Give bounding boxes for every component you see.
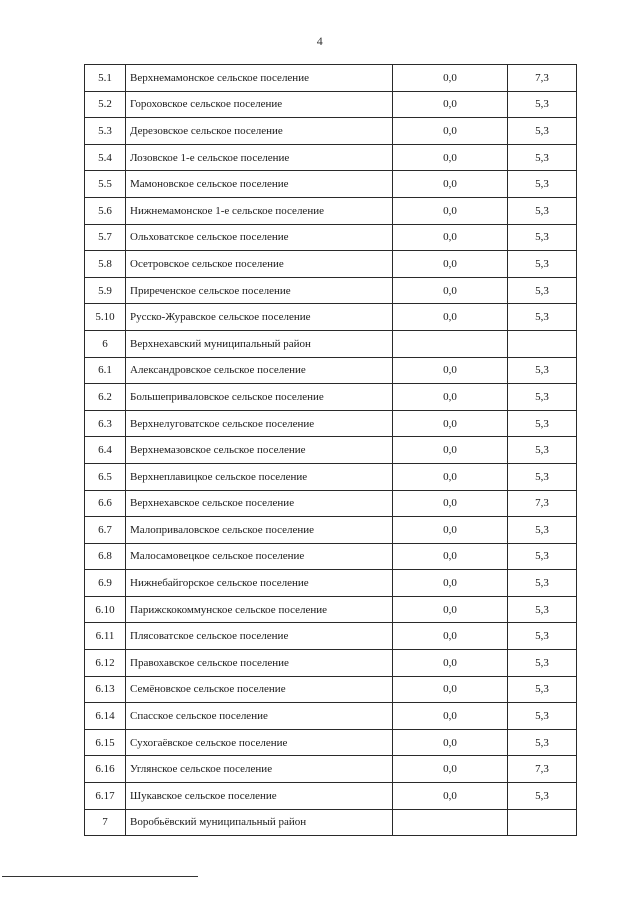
table-row: [85, 171, 577, 198]
value-2-cell: 5,3: [508, 703, 577, 730]
row-number-cell: 6.4: [85, 437, 126, 464]
table-row: [85, 224, 577, 251]
row-number-cell: 7: [85, 809, 126, 836]
value-1-cell: 0,0: [393, 783, 508, 810]
value-2-cell: 5,3: [508, 623, 577, 650]
row-number-cell: 5.3: [85, 118, 126, 145]
row-number-cell: 6.7: [85, 517, 126, 544]
value-1-cell: 0,0: [393, 650, 508, 677]
settlement-name-cell: Углянское сельское поселение: [126, 756, 393, 783]
row-number-cell: 6.2: [85, 384, 126, 411]
settlement-name-cell: Ольховатское сельское поселение: [126, 224, 393, 251]
settlement-name-cell: Шукавское сельское поселение: [126, 783, 393, 810]
row-number-cell: 6.16: [85, 756, 126, 783]
table-row: [85, 517, 577, 544]
value-1-cell: 0,0: [393, 490, 508, 517]
value-2-cell: 5,3: [508, 543, 577, 570]
value-1-cell: 0,0: [393, 144, 508, 171]
value-2-cell: 5,3: [508, 437, 577, 464]
table-row-district: [85, 330, 577, 357]
value-2-cell: 5,3: [508, 304, 577, 331]
value-2-cell: 5,3: [508, 410, 577, 437]
value-2-cell: 5,3: [508, 517, 577, 544]
settlement-name-cell: Семёновское сельское поселение: [126, 676, 393, 703]
settlement-name-cell: Нижнебайгорское сельское поселение: [126, 570, 393, 597]
settlement-name-cell: Верхнехавское сельское поселение: [126, 490, 393, 517]
value-1-cell: 0,0: [393, 729, 508, 756]
table-row: [85, 650, 577, 677]
value-2-cell: 7,3: [508, 490, 577, 517]
table-row: [85, 490, 577, 517]
settlement-name-cell: Спасское сельское поселение: [126, 703, 393, 730]
value-1-cell: 0,0: [393, 251, 508, 278]
settlement-name-cell: Верхнехавский муниципальный район: [126, 330, 393, 357]
value-2-cell: 5,3: [508, 171, 577, 198]
table-row-district: [85, 809, 577, 836]
value-1-cell: 0,0: [393, 384, 508, 411]
value-1-cell: 0,0: [393, 463, 508, 490]
row-number-cell: 6.6: [85, 490, 126, 517]
table-row: [85, 65, 577, 92]
settlements-table: [84, 64, 577, 836]
value-1-cell: 0,0: [393, 277, 508, 304]
value-1-cell: 0,0: [393, 304, 508, 331]
table-row: [85, 729, 577, 756]
settlement-name-cell: Правохавское сельское поселение: [126, 650, 393, 677]
value-1-cell: 0,0: [393, 118, 508, 145]
value-2-cell: 5,3: [508, 277, 577, 304]
table-row: [85, 197, 577, 224]
value-1-cell: 0,0: [393, 703, 508, 730]
row-number-cell: 5.1: [85, 65, 126, 92]
value-2-cell: 5,3: [508, 676, 577, 703]
settlement-name-cell: Мамоновское сельское поселение: [126, 171, 393, 198]
value-1-cell: 0,0: [393, 596, 508, 623]
table-row: [85, 91, 577, 118]
value-2-cell: 7,3: [508, 65, 577, 92]
settlement-name-cell: Верхнемазовское сельское поселение: [126, 437, 393, 464]
settlement-name-cell: Воробьёвский муниципальный район: [126, 809, 393, 836]
row-number-cell: 5.5: [85, 171, 126, 198]
settlement-name-cell: Верхнелуговатское сельское поселение: [126, 410, 393, 437]
table-row: [85, 596, 577, 623]
value-2-cell: [508, 330, 577, 357]
settlement-name-cell: Осетровское сельское поселение: [126, 251, 393, 278]
value-2-cell: 5,3: [508, 144, 577, 171]
table-row: [85, 304, 577, 331]
value-2-cell: 5,3: [508, 596, 577, 623]
value-1-cell: 0,0: [393, 570, 508, 597]
settlement-name-cell: Плясоватское сельское поселение: [126, 623, 393, 650]
settlement-name-cell: Александровское сельское поселение: [126, 357, 393, 384]
table-row: [85, 118, 577, 145]
value-1-cell: 0,0: [393, 517, 508, 544]
table-row: [85, 251, 577, 278]
value-2-cell: 5,3: [508, 224, 577, 251]
settlement-name-cell: Приреченское сельское поселение: [126, 277, 393, 304]
row-number-cell: 6.14: [85, 703, 126, 730]
value-2-cell: [508, 809, 577, 836]
table-row: [85, 144, 577, 171]
table-row: [85, 357, 577, 384]
table-row: [85, 384, 577, 411]
row-number-cell: 6.13: [85, 676, 126, 703]
value-1-cell: 0,0: [393, 623, 508, 650]
table-body: [85, 65, 577, 836]
settlement-name-cell: Верхнеплавицкое сельское поселение: [126, 463, 393, 490]
value-1-cell: 0,0: [393, 543, 508, 570]
row-number-cell: 6.5: [85, 463, 126, 490]
settlement-name-cell: Дерезовское сельское поселение: [126, 118, 393, 145]
row-number-cell: 5.2: [85, 91, 126, 118]
value-2-cell: 5,3: [508, 91, 577, 118]
table-row: [85, 703, 577, 730]
settlement-name-cell: Малоприваловское сельское поселение: [126, 517, 393, 544]
value-1-cell: [393, 330, 508, 357]
settlement-name-cell: Русско-Журавское сельское поселение: [126, 304, 393, 331]
value-2-cell: 5,3: [508, 197, 577, 224]
row-number-cell: 5.6: [85, 197, 126, 224]
row-number-cell: 5.7: [85, 224, 126, 251]
value-1-cell: 0,0: [393, 65, 508, 92]
row-number-cell: 6.10: [85, 596, 126, 623]
value-2-cell: 5,3: [508, 118, 577, 145]
settlement-name-cell: Верхнемамонское сельское поселение: [126, 65, 393, 92]
value-2-cell: 5,3: [508, 729, 577, 756]
table-row: [85, 570, 577, 597]
table-row: [85, 463, 577, 490]
row-number-cell: 5.8: [85, 251, 126, 278]
table-row: [85, 543, 577, 570]
settlement-name-cell: Малосамовецкое сельское поселение: [126, 543, 393, 570]
value-1-cell: 0,0: [393, 91, 508, 118]
row-number-cell: 5.10: [85, 304, 126, 331]
table-row: [85, 437, 577, 464]
row-number-cell: 6.8: [85, 543, 126, 570]
settlement-name-cell: Лозовское 1-е сельское поселение: [126, 144, 393, 171]
value-1-cell: 0,0: [393, 676, 508, 703]
value-2-cell: 5,3: [508, 251, 577, 278]
value-2-cell: 5,3: [508, 570, 577, 597]
value-2-cell: 5,3: [508, 783, 577, 810]
value-1-cell: [393, 809, 508, 836]
settlement-name-cell: Нижнемамонское 1-е сельское поселение: [126, 197, 393, 224]
value-2-cell: 5,3: [508, 384, 577, 411]
value-1-cell: 0,0: [393, 197, 508, 224]
footnote-divider: [2, 876, 198, 877]
row-number-cell: 6.15: [85, 729, 126, 756]
row-number-cell: 6.11: [85, 623, 126, 650]
page-number: 4: [316, 34, 324, 48]
value-2-cell: 5,3: [508, 650, 577, 677]
table-row: [85, 783, 577, 810]
value-2-cell: 5,3: [508, 357, 577, 384]
row-number-cell: 6.12: [85, 650, 126, 677]
row-number-cell: 6.9: [85, 570, 126, 597]
row-number-cell: 6.1: [85, 357, 126, 384]
value-2-cell: 7,3: [508, 756, 577, 783]
settlement-name-cell: Парижскокоммунское сельское поселение: [126, 596, 393, 623]
settlement-name-cell: Сухогаёвское сельское поселение: [126, 729, 393, 756]
row-number-cell: 5.4: [85, 144, 126, 171]
row-number-cell: 5.9: [85, 277, 126, 304]
settlement-name-cell: Большеприваловское сельское поселение: [126, 384, 393, 411]
table-row: [85, 676, 577, 703]
table-row: [85, 277, 577, 304]
row-number-cell: 6.17: [85, 783, 126, 810]
settlement-name-cell: Гороховское сельское поселение: [126, 91, 393, 118]
value-1-cell: 0,0: [393, 224, 508, 251]
value-1-cell: 0,0: [393, 756, 508, 783]
table-row: [85, 756, 577, 783]
value-2-cell: 5,3: [508, 463, 577, 490]
value-1-cell: 0,0: [393, 171, 508, 198]
table-row: [85, 410, 577, 437]
value-1-cell: 0,0: [393, 437, 508, 464]
row-number-cell: 6: [85, 330, 126, 357]
value-1-cell: 0,0: [393, 410, 508, 437]
row-number-cell: 6.3: [85, 410, 126, 437]
value-1-cell: 0,0: [393, 357, 508, 384]
table-row: [85, 623, 577, 650]
